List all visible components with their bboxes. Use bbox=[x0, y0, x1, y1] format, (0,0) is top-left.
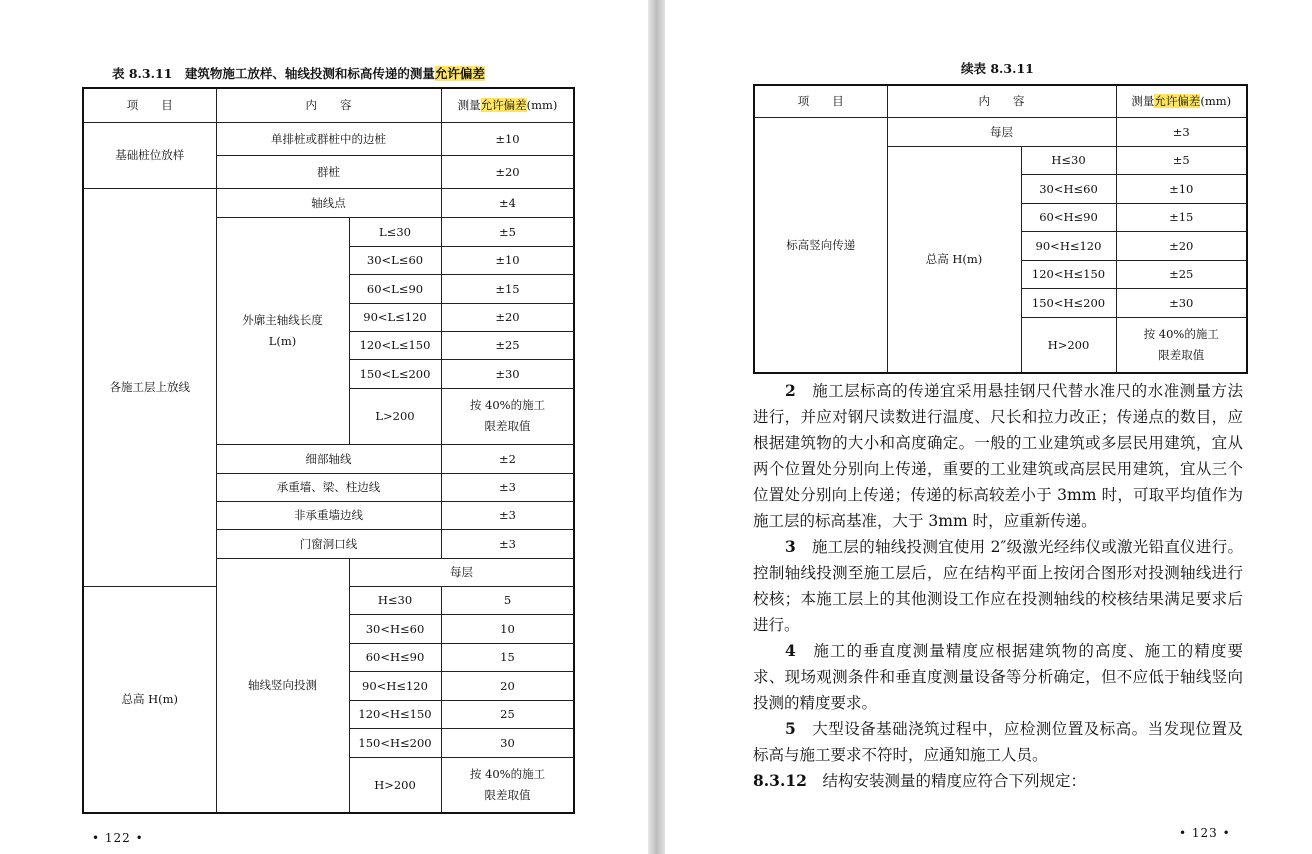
content-cell: 单排桩或群桩中的边桩 bbox=[216, 122, 441, 155]
tolerance-cell: ±15 bbox=[441, 274, 574, 303]
content-cell: 细部轴线 bbox=[216, 444, 441, 473]
tolerance-cell: ±4 bbox=[441, 188, 574, 217]
content-cell: 轴线点 bbox=[216, 188, 441, 217]
tolerance-cell: 按 40%的施工 限差取值 bbox=[441, 757, 574, 813]
tolerance-cell: 25 bbox=[441, 700, 574, 728]
tolerance-cell: 30 bbox=[441, 728, 574, 757]
table-title: 表 8.3.11 建筑物施工放样、轴线投测和标高传递的测量允许偏差 bbox=[112, 66, 485, 81]
page-number: • 123 • bbox=[1179, 826, 1231, 840]
sub-group-label: 总高 H(m) bbox=[887, 146, 1021, 373]
search-highlight: 允许偏差 bbox=[480, 98, 527, 113]
range-cell: 30<L≤60 bbox=[349, 246, 441, 274]
group-label: 各施工层上放线 bbox=[83, 188, 216, 586]
range-cell: 150<H≤200 bbox=[1021, 288, 1116, 317]
tolerance-cell: 按 40%的施工 限差取值 bbox=[1116, 317, 1247, 373]
range-cell: 120<H≤150 bbox=[1021, 260, 1116, 288]
range-cell: H≤30 bbox=[1021, 146, 1116, 174]
group-label: 轴线竖向投测 bbox=[216, 558, 349, 813]
paragraph: 3 施工层的轴线投测宜使用 2″级激光经纬仪或激光铅直仪进行。控制轴线投测至施工层后，应在结构平面上按闭合图形对投测轴线进行校核；本施工层上的其他测设工作应在投测轴线的校核结果满足要求后进行。 bbox=[753, 537, 1243, 634]
header-row bbox=[83, 88, 574, 122]
range-cell: 150<L≤200 bbox=[349, 359, 441, 388]
tolerance-cell: 15 bbox=[441, 643, 574, 671]
header-content: 内 容 bbox=[216, 88, 441, 122]
tolerance-cell: ±5 bbox=[1116, 146, 1247, 174]
table-row bbox=[83, 122, 574, 155]
paragraph: 5 大型设备基础浇筑过程中，应检测位置及标高。当发现位置及标高与施工要求不符时，应通知施工人员。 bbox=[753, 719, 1243, 764]
range-cell: L>200 bbox=[349, 388, 441, 444]
range-cell: 90<H≤120 bbox=[349, 671, 441, 700]
range-cell: 60<H≤90 bbox=[349, 643, 441, 671]
range-cell: 120<L≤150 bbox=[349, 331, 441, 359]
tolerance-cell: ±2 bbox=[441, 444, 574, 473]
range-cell: 90<L≤120 bbox=[349, 303, 441, 331]
tolerance-cell: ±3 bbox=[441, 529, 574, 558]
tolerance-cell: ±30 bbox=[1116, 288, 1247, 317]
header-item: 项 目 bbox=[83, 88, 216, 122]
tolerance-cell: 按 40%的施工 限差取值 bbox=[441, 388, 574, 444]
range-cell: 60<L≤90 bbox=[349, 274, 441, 303]
sub-group-label: 总高 H(m) bbox=[83, 586, 216, 813]
tolerance-cell: ±15 bbox=[1116, 203, 1247, 231]
paragraph: 2 施工层标高的传递宜采用悬挂钢尺代替水准尺的水准测量方法进行，并应对钢尺读数进行温度、尺长和拉力改正；传递点的数目，应根据建筑物的大小和高度确定。一般的工业建筑或多层民用建筑，宜从两个位置处分别向上传递，重要的工业建筑或高层民用建筑，宜从三个位置处分别向上传递；传递的标高较差小于 3mm 时，可取平均值作为施工层的标高基准，大于 3mm 时，应重新传递。 bbox=[753, 381, 1243, 530]
tolerance-table-continued bbox=[753, 84, 1248, 374]
range-cell: 120<H≤150 bbox=[349, 700, 441, 728]
tolerance-cell: ±25 bbox=[441, 331, 574, 359]
sub-group-label: 外廓主轴线长度 L(m) bbox=[216, 217, 349, 444]
page-number: • 122 • bbox=[92, 831, 144, 845]
tolerance-cell: ±20 bbox=[1116, 231, 1247, 260]
tolerance-table bbox=[82, 87, 575, 814]
body-text bbox=[753, 378, 1243, 794]
tolerance-cell: ±5 bbox=[441, 217, 574, 246]
tolerance-cell: ±30 bbox=[441, 359, 574, 388]
group-label: 基础桩位放样 bbox=[83, 122, 216, 188]
range-cell: 150<H≤200 bbox=[349, 728, 441, 757]
header-tolerance: 测量允许偏差(mm) bbox=[1116, 85, 1247, 117]
tolerance-cell: ±10 bbox=[1116, 174, 1247, 203]
content-cell: 每层 bbox=[887, 117, 1116, 146]
range-cell: 90<H≤120 bbox=[1021, 231, 1116, 260]
paragraph: 4 施工的垂直度测量精度应根据建筑物的高度、施工的精度要求、现场观测条件和垂直度测量设备等分析确定，但不应低于轴线竖向投测的精度要求。 bbox=[753, 641, 1243, 712]
tolerance-cell: ±3 bbox=[1116, 117, 1247, 146]
table-title: 续表 8.3.11 bbox=[961, 61, 1034, 76]
content-cell: 非承重墙边线 bbox=[216, 501, 441, 529]
group-label: 标高竖向传递 bbox=[754, 117, 887, 373]
tolerance-cell: ±3 bbox=[441, 473, 574, 501]
tolerance-cell: 20 bbox=[441, 671, 574, 700]
page-gutter bbox=[648, 0, 665, 854]
tolerance-cell: ±10 bbox=[441, 246, 574, 274]
tolerance-cell: ±25 bbox=[1116, 260, 1247, 288]
range-cell: H>200 bbox=[349, 757, 441, 813]
search-highlight: 允许偏差 bbox=[1154, 94, 1201, 109]
range-cell: L≤30 bbox=[349, 217, 441, 246]
range-cell: H≤30 bbox=[349, 586, 441, 614]
header-item: 项 目 bbox=[754, 85, 887, 117]
tolerance-cell: ±3 bbox=[441, 501, 574, 529]
range-cell: 30<H≤60 bbox=[1021, 174, 1116, 203]
content-cell: 每层 bbox=[349, 558, 574, 586]
range-cell: 60<H≤90 bbox=[1021, 203, 1116, 231]
header-tolerance: 测量允许偏差(mm) bbox=[441, 88, 574, 122]
table-row bbox=[754, 117, 1247, 146]
tolerance-cell: ±10 bbox=[441, 122, 574, 155]
header-row bbox=[754, 85, 1247, 117]
tolerance-cell: ±20 bbox=[441, 155, 574, 188]
range-cell: 30<H≤60 bbox=[349, 614, 441, 643]
header-content: 内 容 bbox=[887, 85, 1116, 117]
content-cell: 承重墙、梁、柱边线 bbox=[216, 473, 441, 501]
table-row bbox=[83, 188, 574, 217]
range-cell: H>200 bbox=[1021, 317, 1116, 373]
content-cell: 群桩 bbox=[216, 155, 441, 188]
content-cell: 门窗洞口线 bbox=[216, 529, 441, 558]
right-page bbox=[665, 0, 1312, 854]
search-highlight: 允许偏差 bbox=[434, 66, 485, 81]
left-page bbox=[0, 0, 648, 854]
tolerance-cell: 5 bbox=[441, 586, 574, 614]
clause-heading: 8.3.12 结构安装测量的精度应符合下列规定： bbox=[753, 771, 1086, 790]
tolerance-cell: ±20 bbox=[441, 303, 574, 331]
tolerance-cell: 10 bbox=[441, 614, 574, 643]
